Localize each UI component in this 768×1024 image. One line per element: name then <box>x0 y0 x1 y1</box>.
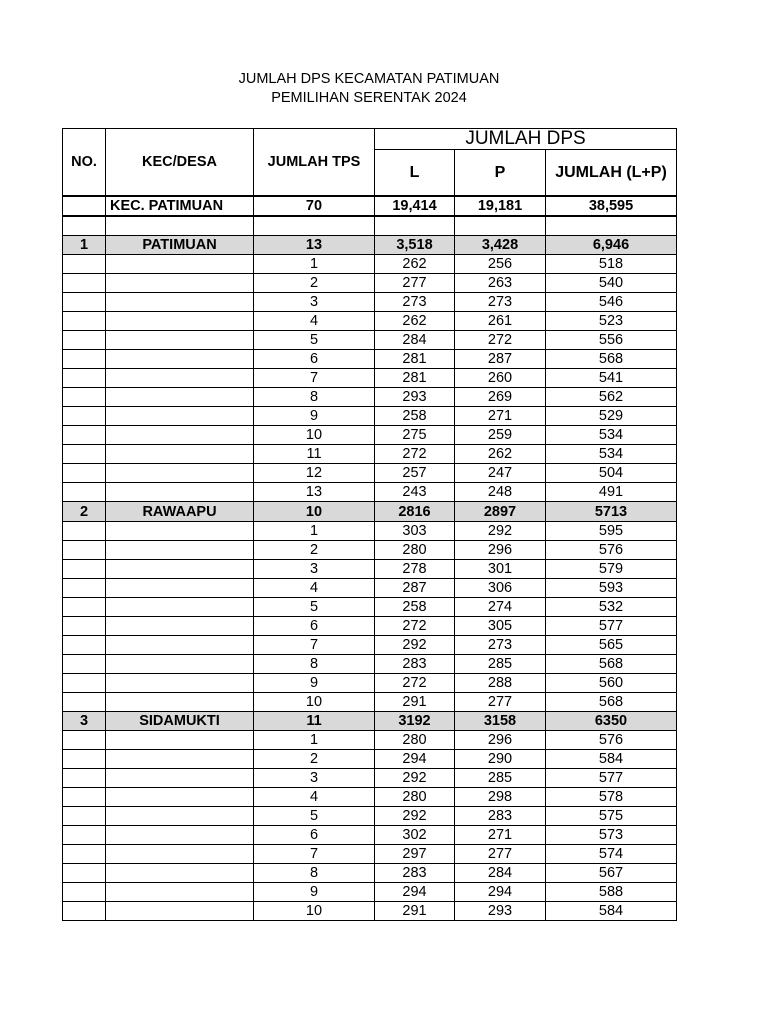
tps-no-empty <box>63 597 106 616</box>
tps-total: 579 <box>546 559 677 578</box>
tps-desa-empty <box>106 483 254 502</box>
tps-p: 273 <box>455 293 546 312</box>
tps-l: 272 <box>375 616 455 635</box>
tps-total: 567 <box>546 864 677 883</box>
dps-table <box>62 128 677 921</box>
tps-desa-empty <box>106 255 254 274</box>
tps-desa-empty <box>106 750 254 769</box>
tps-no-empty <box>63 692 106 711</box>
tps-p: 271 <box>455 826 546 845</box>
tps-l: 272 <box>375 673 455 692</box>
tps-no-empty <box>63 331 106 350</box>
tps-l: 280 <box>375 788 455 807</box>
tps-desa-empty <box>106 350 254 369</box>
tps-l: 291 <box>375 902 455 921</box>
tps-desa-empty <box>106 826 254 845</box>
tps-total: 534 <box>546 445 677 464</box>
tps-row <box>63 521 677 540</box>
tps-total: 595 <box>546 521 677 540</box>
header-jumlah-lp: JUMLAH (L+P) <box>546 150 677 196</box>
tps-l: 283 <box>375 654 455 673</box>
tps-p: 262 <box>455 445 546 464</box>
tps-no-empty <box>63 731 106 750</box>
tps-l: 283 <box>375 864 455 883</box>
tps-l: 281 <box>375 369 455 388</box>
tps-desa-empty <box>106 312 254 331</box>
tps-no-empty <box>63 673 106 692</box>
tps-no-empty <box>63 864 106 883</box>
tps-l: 257 <box>375 464 455 483</box>
tps-desa-empty <box>106 369 254 388</box>
tps-number: 4 <box>254 788 375 807</box>
tps-l: 292 <box>375 769 455 788</box>
tps-total: 518 <box>546 255 677 274</box>
tps-desa-empty <box>106 769 254 788</box>
tps-desa-empty <box>106 597 254 616</box>
tps-desa-empty <box>106 426 254 445</box>
tps-total: 575 <box>546 807 677 826</box>
tps-total: 532 <box>546 597 677 616</box>
tps-p: 288 <box>455 673 546 692</box>
tps-no-empty <box>63 464 106 483</box>
tps-l: 243 <box>375 483 455 502</box>
tps-l: 272 <box>375 445 455 464</box>
tps-row <box>63 407 677 426</box>
tps-p: 273 <box>455 635 546 654</box>
tps-p: 259 <box>455 426 546 445</box>
tps-number: 5 <box>254 597 375 616</box>
tps-no-empty <box>63 445 106 464</box>
tps-total: 560 <box>546 673 677 692</box>
tps-no-empty <box>63 902 106 921</box>
tps-l: 275 <box>375 426 455 445</box>
tps-row <box>63 578 677 597</box>
tps-row <box>63 635 677 654</box>
tps-number: 9 <box>254 673 375 692</box>
tps-l: 273 <box>375 293 455 312</box>
desa-name: SIDAMUKTI <box>106 711 254 730</box>
tps-p: 298 <box>455 788 546 807</box>
tps-desa-empty <box>106 673 254 692</box>
tps-total: 541 <box>546 369 677 388</box>
tps-number: 10 <box>254 902 375 921</box>
tps-desa-empty <box>106 692 254 711</box>
tps-number: 7 <box>254 369 375 388</box>
tps-row <box>63 445 677 464</box>
tps-number: 9 <box>254 883 375 902</box>
tps-total: 565 <box>546 635 677 654</box>
tps-row <box>63 864 677 883</box>
tps-no-empty <box>63 807 106 826</box>
tps-p: 285 <box>455 654 546 673</box>
tps-total: 584 <box>546 902 677 921</box>
header-l: L <box>375 150 455 196</box>
tps-number: 5 <box>254 331 375 350</box>
tps-no-empty <box>63 521 106 540</box>
desa-total: 6,946 <box>546 236 677 255</box>
tps-desa-empty <box>106 445 254 464</box>
tps-no-empty <box>63 559 106 578</box>
tps-desa-empty <box>106 731 254 750</box>
tps-l: 292 <box>375 635 455 654</box>
tps-total: 562 <box>546 388 677 407</box>
tps-row <box>63 559 677 578</box>
tps-number: 11 <box>254 445 375 464</box>
tps-row <box>63 788 677 807</box>
tps-p: 296 <box>455 540 546 559</box>
tps-row <box>63 274 677 293</box>
tps-total: 576 <box>546 540 677 559</box>
spacer-row <box>63 216 677 236</box>
desa-p: 2897 <box>455 502 546 521</box>
tps-no-empty <box>63 826 106 845</box>
tps-row <box>63 464 677 483</box>
tps-number: 1 <box>254 521 375 540</box>
document-subtitle: PEMILIHAN SERENTAK 2024 <box>271 90 467 106</box>
tps-no-empty <box>63 369 106 388</box>
tps-p: 260 <box>455 369 546 388</box>
tps-total: 574 <box>546 845 677 864</box>
tps-l: 280 <box>375 540 455 559</box>
desa-l: 2816 <box>375 502 455 521</box>
tps-p: 247 <box>455 464 546 483</box>
tps-l: 284 <box>375 331 455 350</box>
desa-no: 1 <box>63 236 106 255</box>
header-jumlah-tps: JUMLAH TPS <box>254 129 375 197</box>
tps-desa-empty <box>106 559 254 578</box>
tps-no-empty <box>63 483 106 502</box>
tps-p: 269 <box>455 388 546 407</box>
tps-no-empty <box>63 293 106 312</box>
tps-no-empty <box>63 883 106 902</box>
tps-total: 568 <box>546 692 677 711</box>
tps-p: 248 <box>455 483 546 502</box>
desa-total: 5713 <box>546 502 677 521</box>
tps-l: 293 <box>375 388 455 407</box>
desa-tps: 13 <box>254 236 375 255</box>
tps-number: 9 <box>254 407 375 426</box>
tps-desa-empty <box>106 616 254 635</box>
tps-no-empty <box>63 426 106 445</box>
tps-row <box>63 654 677 673</box>
tps-desa-empty <box>106 807 254 826</box>
tps-row <box>63 845 677 864</box>
tps-number: 2 <box>254 750 375 769</box>
tps-p: 292 <box>455 521 546 540</box>
tps-no-empty <box>63 750 106 769</box>
tps-total: 577 <box>546 616 677 635</box>
tps-no-empty <box>63 635 106 654</box>
tps-no-empty <box>63 654 106 673</box>
tps-row <box>63 350 677 369</box>
tps-number: 3 <box>254 559 375 578</box>
tps-l: 302 <box>375 826 455 845</box>
desa-row <box>63 236 677 255</box>
tps-number: 1 <box>254 731 375 750</box>
tps-p: 290 <box>455 750 546 769</box>
tps-no-empty <box>63 540 106 559</box>
tps-p: 296 <box>455 731 546 750</box>
tps-number: 10 <box>254 692 375 711</box>
desa-tps: 11 <box>254 711 375 730</box>
kecamatan-tps: 70 <box>254 196 375 216</box>
tps-no-empty <box>63 769 106 788</box>
tps-desa-empty <box>106 274 254 293</box>
tps-total: 491 <box>546 483 677 502</box>
tps-total: 588 <box>546 883 677 902</box>
tps-p: 283 <box>455 807 546 826</box>
tps-no-empty <box>63 845 106 864</box>
tps-no-empty <box>63 407 106 426</box>
tps-desa-empty <box>106 654 254 673</box>
tps-p: 256 <box>455 255 546 274</box>
table-body <box>63 196 677 921</box>
desa-p: 3,428 <box>455 236 546 255</box>
kecamatan-total-row <box>63 196 677 216</box>
desa-p: 3158 <box>455 711 546 730</box>
tps-p: 305 <box>455 616 546 635</box>
tps-total: 523 <box>546 312 677 331</box>
tps-number: 2 <box>254 540 375 559</box>
tps-total: 593 <box>546 578 677 597</box>
header-jumlah-dps: JUMLAH DPS <box>375 129 677 150</box>
tps-desa-empty <box>106 331 254 350</box>
desa-no: 2 <box>63 502 106 521</box>
tps-total: 540 <box>546 274 677 293</box>
tps-number: 8 <box>254 864 375 883</box>
tps-row <box>63 388 677 407</box>
kecamatan-total: 38,595 <box>546 196 677 216</box>
tps-l: 277 <box>375 274 455 293</box>
tps-l: 291 <box>375 692 455 711</box>
desa-no: 3 <box>63 711 106 730</box>
tps-number: 4 <box>254 578 375 597</box>
tps-number: 1 <box>254 255 375 274</box>
tps-row <box>63 769 677 788</box>
tps-no-empty <box>63 274 106 293</box>
tps-no-empty <box>63 255 106 274</box>
tps-row <box>63 293 677 312</box>
tps-number: 6 <box>254 616 375 635</box>
tps-number: 10 <box>254 426 375 445</box>
tps-row <box>63 483 677 502</box>
header-kec-desa: KEC/DESA <box>106 129 254 197</box>
tps-p: 271 <box>455 407 546 426</box>
tps-total: 576 <box>546 731 677 750</box>
desa-tps: 10 <box>254 502 375 521</box>
tps-p: 294 <box>455 883 546 902</box>
tps-p: 301 <box>455 559 546 578</box>
tps-number: 6 <box>254 350 375 369</box>
tps-total: 534 <box>546 426 677 445</box>
desa-l: 3192 <box>375 711 455 730</box>
tps-row <box>63 540 677 559</box>
document-title: JUMLAH DPS KECAMATAN PATIMUAN <box>238 71 500 87</box>
kecamatan-no <box>63 196 106 216</box>
tps-row <box>63 673 677 692</box>
tps-l: 258 <box>375 407 455 426</box>
desa-l: 3,518 <box>375 236 455 255</box>
tps-l: 280 <box>375 731 455 750</box>
tps-no-empty <box>63 388 106 407</box>
tps-desa-empty <box>106 388 254 407</box>
tps-row <box>63 902 677 921</box>
tps-desa-empty <box>106 521 254 540</box>
tps-row <box>63 312 677 331</box>
tps-p: 263 <box>455 274 546 293</box>
tps-l: 303 <box>375 521 455 540</box>
tps-number: 4 <box>254 312 375 331</box>
tps-row <box>63 369 677 388</box>
tps-number: 3 <box>254 769 375 788</box>
tps-number: 7 <box>254 635 375 654</box>
tps-l: 262 <box>375 312 455 331</box>
tps-total: 578 <box>546 788 677 807</box>
tps-no-empty <box>63 350 106 369</box>
tps-l: 294 <box>375 750 455 769</box>
tps-no-empty <box>63 578 106 597</box>
tps-no-empty <box>63 616 106 635</box>
tps-l: 262 <box>375 255 455 274</box>
tps-row <box>63 883 677 902</box>
tps-p: 277 <box>455 692 546 711</box>
tps-number: 13 <box>254 483 375 502</box>
desa-row <box>63 711 677 730</box>
tps-total: 568 <box>546 350 677 369</box>
tps-desa-empty <box>106 788 254 807</box>
tps-p: 277 <box>455 845 546 864</box>
tps-desa-empty <box>106 845 254 864</box>
tps-desa-empty <box>106 540 254 559</box>
tps-row <box>63 807 677 826</box>
kecamatan-p: 19,181 <box>455 196 546 216</box>
tps-row <box>63 731 677 750</box>
tps-p: 261 <box>455 312 546 331</box>
tps-row <box>63 426 677 445</box>
tps-desa-empty <box>106 464 254 483</box>
tps-total: 577 <box>546 769 677 788</box>
tps-number: 6 <box>254 826 375 845</box>
tps-no-empty <box>63 312 106 331</box>
tps-total: 568 <box>546 654 677 673</box>
tps-p: 272 <box>455 331 546 350</box>
tps-p: 284 <box>455 864 546 883</box>
tps-row <box>63 597 677 616</box>
tps-number: 3 <box>254 293 375 312</box>
desa-total: 6350 <box>546 711 677 730</box>
tps-total: 584 <box>546 750 677 769</box>
tps-p: 285 <box>455 769 546 788</box>
tps-l: 294 <box>375 883 455 902</box>
desa-row <box>63 502 677 521</box>
tps-no-empty <box>63 788 106 807</box>
tps-row <box>63 750 677 769</box>
tps-p: 306 <box>455 578 546 597</box>
tps-number: 7 <box>254 845 375 864</box>
tps-desa-empty <box>106 578 254 597</box>
tps-l: 258 <box>375 597 455 616</box>
tps-desa-empty <box>106 864 254 883</box>
tps-total: 529 <box>546 407 677 426</box>
tps-l: 297 <box>375 845 455 864</box>
tps-number: 12 <box>254 464 375 483</box>
tps-row <box>63 692 677 711</box>
tps-l: 292 <box>375 807 455 826</box>
header-no: NO. <box>63 129 106 197</box>
tps-total: 573 <box>546 826 677 845</box>
kecamatan-name: KEC. PATIMUAN <box>106 196 254 216</box>
header-p: P <box>455 150 546 196</box>
tps-p: 274 <box>455 597 546 616</box>
tps-number: 8 <box>254 388 375 407</box>
tps-total: 546 <box>546 293 677 312</box>
tps-total: 556 <box>546 331 677 350</box>
desa-name: PATIMUAN <box>106 236 254 255</box>
tps-p: 287 <box>455 350 546 369</box>
tps-row <box>63 255 677 274</box>
tps-number: 8 <box>254 654 375 673</box>
tps-row <box>63 616 677 635</box>
tps-desa-empty <box>106 635 254 654</box>
tps-l: 287 <box>375 578 455 597</box>
tps-p: 293 <box>455 902 546 921</box>
tps-desa-empty <box>106 293 254 312</box>
tps-desa-empty <box>106 902 254 921</box>
tps-l: 281 <box>375 350 455 369</box>
tps-desa-empty <box>106 883 254 902</box>
tps-number: 5 <box>254 807 375 826</box>
tps-row <box>63 331 677 350</box>
tps-number: 2 <box>254 274 375 293</box>
desa-name: RAWAAPU <box>106 502 254 521</box>
tps-row <box>63 826 677 845</box>
kecamatan-l: 19,414 <box>375 196 455 216</box>
tps-l: 278 <box>375 559 455 578</box>
tps-desa-empty <box>106 407 254 426</box>
tps-total: 504 <box>546 464 677 483</box>
